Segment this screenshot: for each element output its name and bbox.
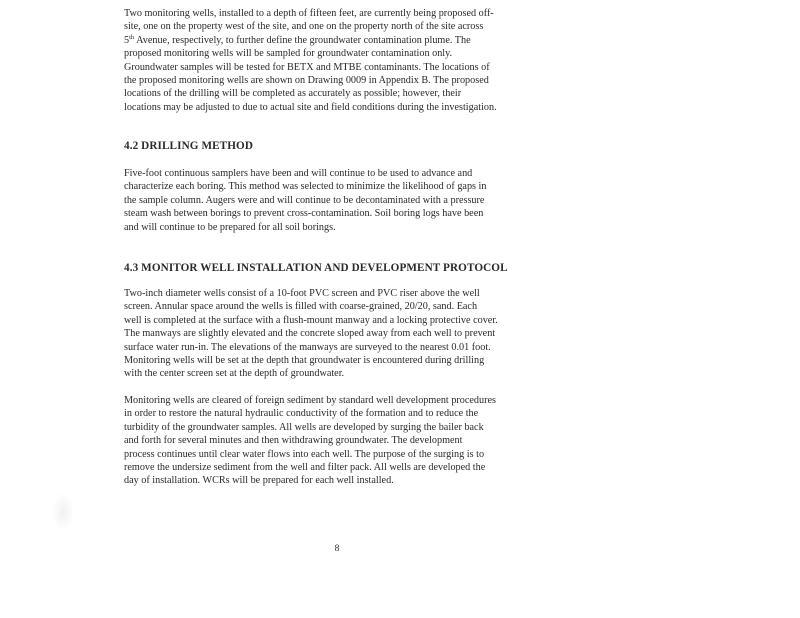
text-line: and forth for several minutes and then withdrawing groundwater. The development: [124, 435, 463, 447]
text-line: Groundwater samples will be tested for BETX and MTBE contaminants. The locations of: [124, 61, 490, 73]
text-line: Two monitoring wells, installed to a depth of fifteen feet, are currently being proposed off-: [124, 8, 494, 19]
text-line: Five-foot continuous samplers have been and will continue to be used to advance and: [124, 168, 473, 179]
text-line: Monitoring wells will be set at the depth that groundwater is encountered during drilling: [124, 355, 485, 367]
intro-paragraph: [124, 7, 544, 114]
well-development-paragraph: [124, 394, 544, 488]
avenue-number: 5: [124, 34, 130, 46]
avenue-suffix: th: [129, 33, 135, 41]
text-line: and will continue to be prepared for all soil borings.: [124, 221, 336, 233]
text-line: characterize each boring. This method was selected to minimize the likelihood of gaps in: [124, 181, 487, 193]
text-line: in order to restore the natural hydraulic conductivity of the formation and to reduce the: [124, 408, 479, 420]
section-heading-monitor-well: 4.3 MONITOR WELL INSTALLATION AND DEVELOPMENT PROTOCOL: [124, 262, 508, 274]
text-line-rest: Avenue, respectively, to further define the groundwater contamination plume. The: [136, 34, 471, 46]
text-line: turbidity of the groundwater samples. All wells are developed by surging the bailer back: [124, 421, 484, 433]
text-line: with the center screen set at the depth of groundwater.: [124, 368, 345, 380]
text-line: screen. Annular space around the wells is filled with coarse-grained, 20/20, sand. Each: [124, 301, 478, 313]
text-line: proposed monitoring wells will be sampled for groundwater contamination only.: [124, 48, 453, 60]
well-installation-paragraph: [124, 287, 544, 381]
text-line: the proposed monitoring wells are shown on Drawing 0009 in Appendix B. The proposed: [124, 75, 489, 87]
text-line: locations of the drilling will be completed as accurately as possible; however, their: [124, 88, 462, 100]
text-line: Two-inch diameter wells consist of a 10-foot PVC screen and PVC riser above the well: [124, 288, 480, 299]
text-line: process continues until clear water flows into each well. The purpose of the surging is to: [124, 448, 485, 460]
text-line: steam wash between borings to prevent cross-contamination. Soil boring logs have been: [124, 208, 484, 220]
text-line: day of installation. WCRs will be prepared for each well installed.: [124, 475, 394, 487]
text-line: locations may be adjusted to due to actual site and field conditions during the investigation.: [124, 101, 497, 113]
text-line: Monitoring wells are cleared of foreign sediment by standard well development procedures: [124, 395, 497, 406]
text-line: site, one on the property west of the site, and one on the property north of the site across: [124, 21, 484, 33]
text-line: [124, 34, 544, 47]
section-heading-drilling-method: 4.2 DRILLING METHOD: [124, 140, 254, 152]
text-line: The manways are slightly elevated and the concrete sloped away from each well to prevent: [124, 328, 496, 340]
drilling-method-paragraph: [124, 167, 544, 234]
text-line: well is completed at the surface with a flush-mount manway and a locking protective cover.: [124, 314, 498, 326]
page-number: 8: [334, 544, 340, 554]
scan-smudge: [52, 492, 74, 532]
text-line: surface water run-in. The elevations of the manways are surveyed to the nearest 0.01 foot.: [124, 341, 491, 353]
text-line: the sample column. Augers were and will continue to be decontaminated with a pressure: [124, 194, 485, 206]
text-line: remove the undersize sediment from the well and filter pack. All wells are developed the: [124, 462, 486, 474]
